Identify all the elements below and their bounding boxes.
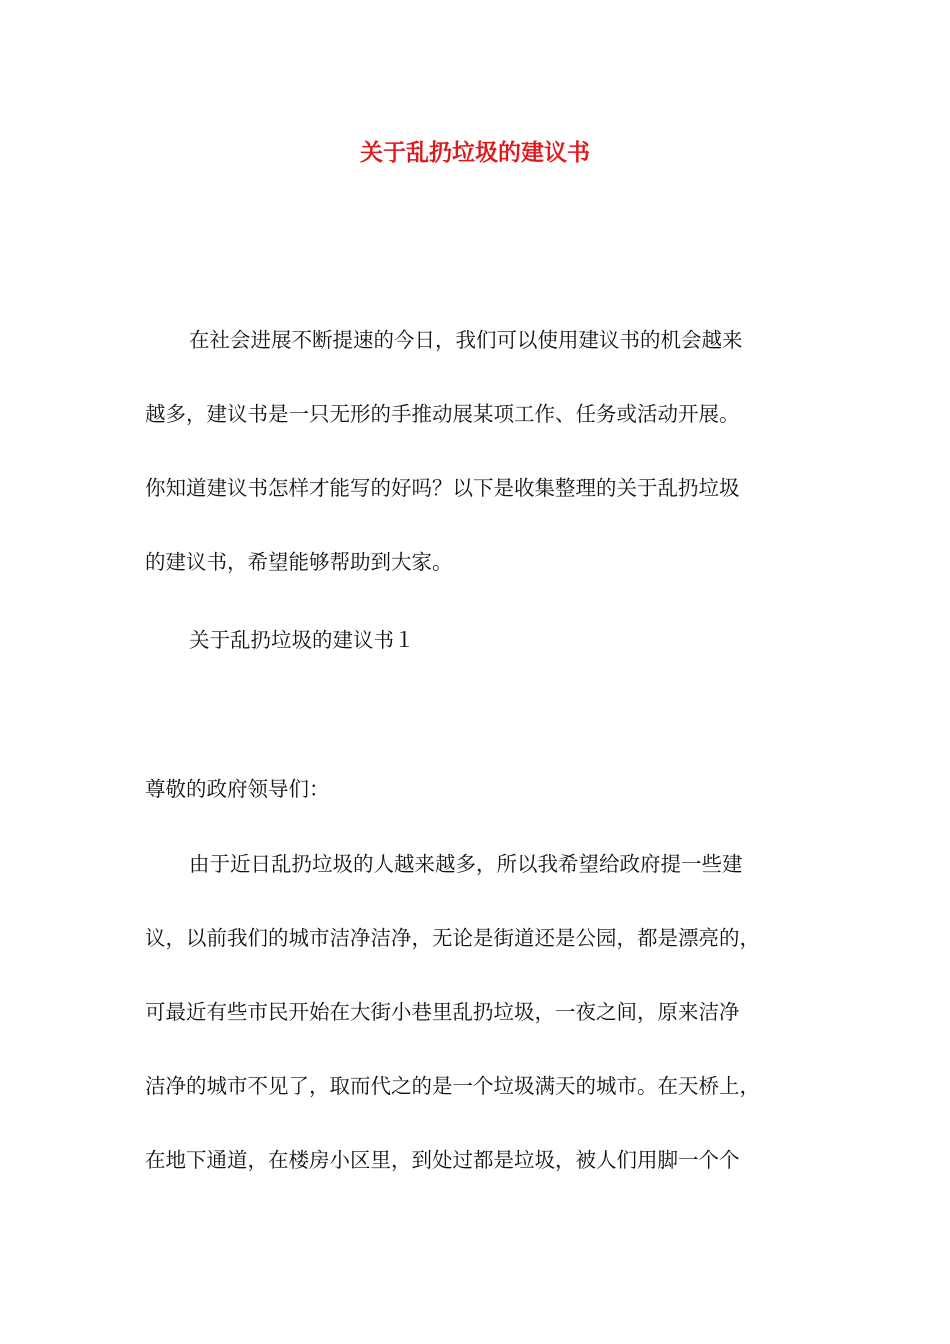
- body-line: 洁净的城市不见了，取而代之的是一个垃圾满天的城市。在天桥上，: [145, 1074, 760, 1098]
- section-heading-block: [145, 603, 835, 677]
- salutation: 尊敬的政府领导们：: [145, 777, 330, 801]
- body-line: 可最近有些市民开始在大街小巷里乱扔垃圾，一夜之间，原来洁净: [145, 1000, 740, 1024]
- body-paragraph: [145, 827, 835, 1197]
- intro-line: 你知道建议书怎样才能写的好吗？以下是收集整理的关于乱扔垃圾: [145, 476, 740, 500]
- document-title: 关于乱扔垃圾的建议书: [360, 139, 590, 166]
- body-line: 在地下通道，在楼房小区里，到处过都是垃圾，被人们用脚一个个: [145, 1148, 740, 1172]
- body-line: 议，以前我们的城市洁净洁净，无论是街道还是公园，都是漂亮的，: [145, 926, 760, 950]
- section-heading: 关于乱扔垃圾的建议书１: [189, 628, 415, 652]
- intro-line: 在社会进展不断提速的今日，我们可以使用建议书的机会越来: [189, 328, 743, 352]
- body-line: 由于近日乱扔垃圾的人越来越多，所以我希望给政府提一些建: [189, 852, 743, 876]
- salutation-block: [145, 752, 835, 826]
- intro-line: 的建议书，希望能够帮助到大家。: [145, 550, 453, 574]
- intro-paragraph: [145, 303, 835, 599]
- intro-line: 越多，建议书是一只无形的手推动展某项工作、任务或活动开展。: [145, 402, 740, 426]
